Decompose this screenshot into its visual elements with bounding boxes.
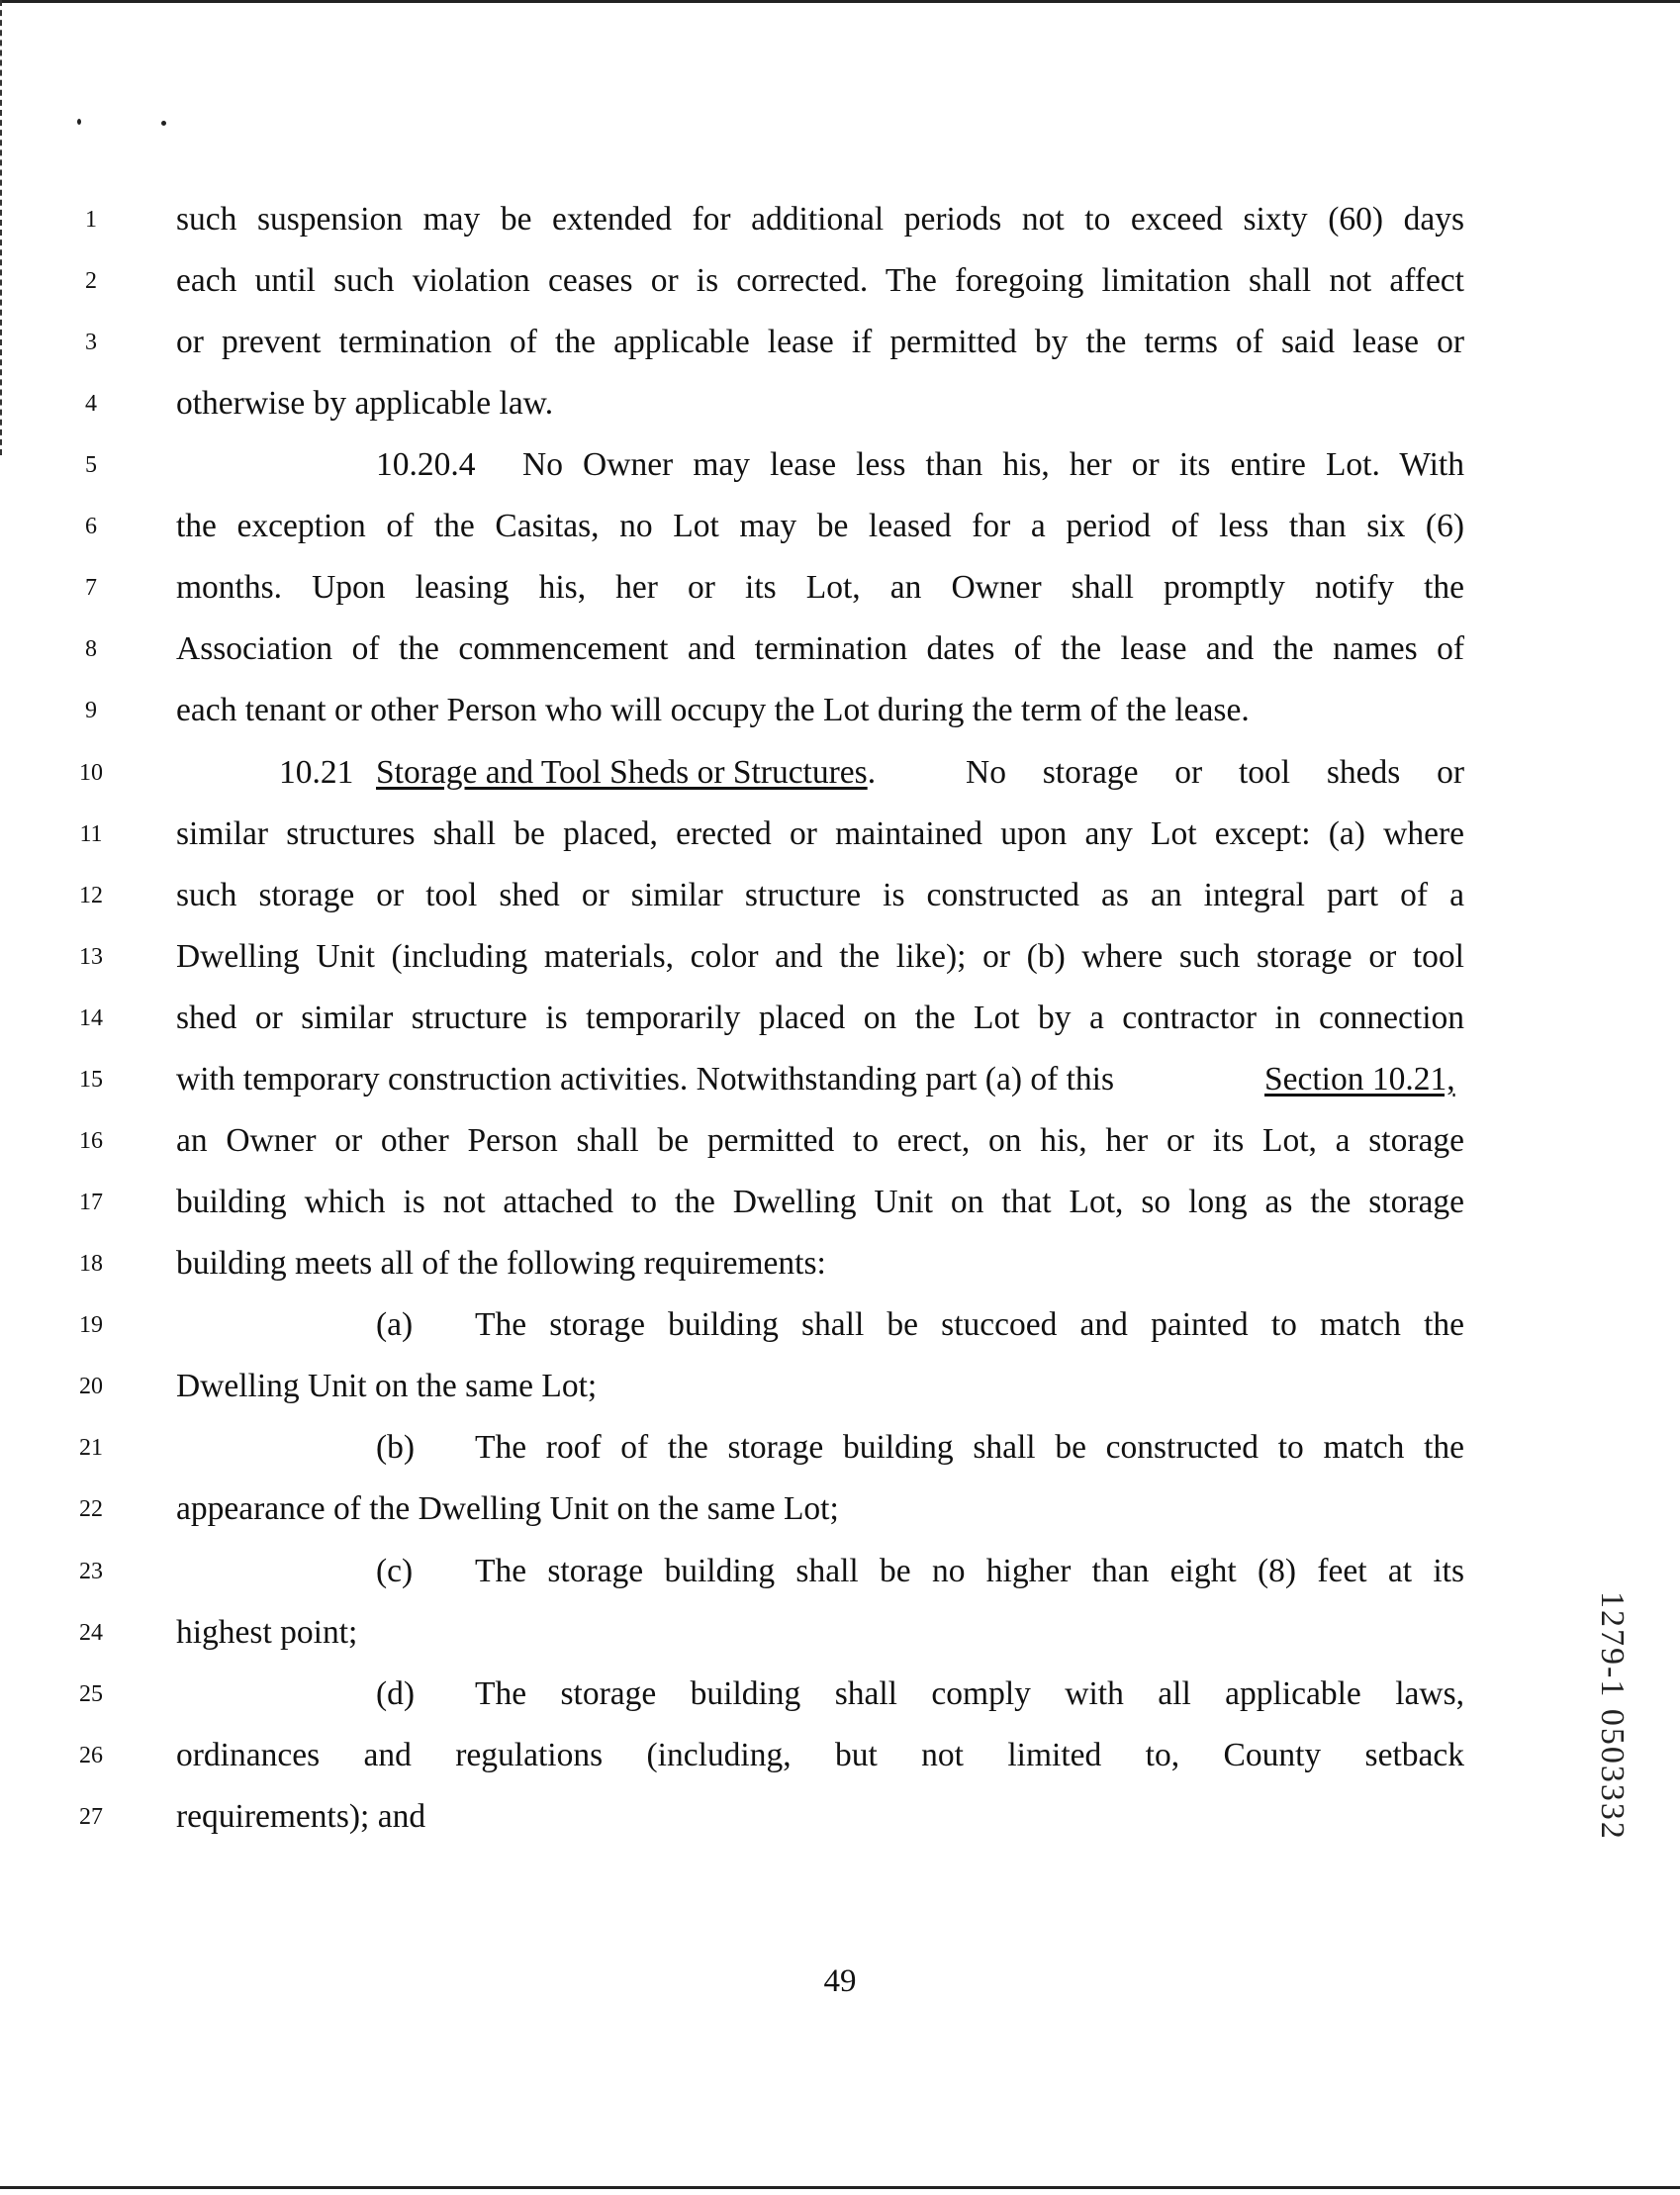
text-line: the exception of the Casitas, no Lot may be leased for a period of less than six (6) xyxy=(176,508,1464,544)
scan-speck xyxy=(161,121,166,126)
text-line: highest point; xyxy=(176,1614,358,1651)
text-line: Dwelling Unit on the same Lot; xyxy=(176,1368,598,1404)
line-number: 17 xyxy=(79,1190,103,1215)
text-line: each until such violation ceases or is corrected. The foregoing limitation shall not affect xyxy=(176,262,1464,299)
section-number: 10.21 xyxy=(279,754,354,791)
text-line: similar structures shall be placed, erected or maintained upon any Lot except: (a) where xyxy=(176,815,1464,852)
line-number: 10 xyxy=(79,760,103,786)
line-number: 8 xyxy=(85,636,97,662)
text-line: The storage building shall comply with all applicable laws, xyxy=(475,1675,1464,1712)
line-number: 4 xyxy=(85,391,97,417)
line-number: 11 xyxy=(79,821,103,847)
text-line: with temporary construction activities. Notwithstanding part (a) of this xyxy=(176,1061,1115,1098)
section-heading-period: . xyxy=(867,754,877,791)
text-line: building meets all of the following requirements: xyxy=(176,1245,826,1282)
line-number: 7 xyxy=(85,575,97,601)
text-line: months. Upon leasing his, her or its Lot, an Owner shall promptly notify the xyxy=(176,569,1464,606)
line-number: 21 xyxy=(79,1435,103,1461)
line-number: 23 xyxy=(79,1559,103,1584)
line-number: 22 xyxy=(79,1496,103,1522)
text-line: The roof of the storage building shall be constructed to match the xyxy=(475,1429,1464,1466)
section-number: 10.20.4 xyxy=(376,446,476,483)
text-line: shed or similar structure is temporarily placed on the Lot by a contractor in connection xyxy=(176,1000,1464,1036)
line-number: 18 xyxy=(79,1251,103,1277)
line-number: 19 xyxy=(79,1312,103,1338)
scan-speck xyxy=(77,119,81,125)
line-number: 15 xyxy=(79,1067,103,1093)
text-line: No Owner may lease less than his, her or its entire Lot. With xyxy=(522,446,1464,483)
text-line: appearance of the Dwelling Unit on the same Lot; xyxy=(176,1490,839,1527)
text-line: requirements); and xyxy=(176,1798,426,1835)
scan-bottom-border xyxy=(0,2186,1680,2189)
section-heading xyxy=(376,753,876,793)
line-number: 1 xyxy=(85,207,97,233)
list-label: (b) xyxy=(376,1429,416,1466)
line-number: 14 xyxy=(79,1005,103,1031)
line-number: 3 xyxy=(85,330,97,355)
text-line: such storage or tool shed or similar structure is constructed as an integral part of a xyxy=(176,877,1464,913)
list-label: (c) xyxy=(376,1553,414,1589)
text-line: or prevent termination of the applicable lease if permitted by the terms of said lease or xyxy=(176,324,1464,360)
scan-left-edge xyxy=(0,0,5,455)
text-line: ordinances and regulations (including, but not limited to, County setback xyxy=(176,1737,1464,1773)
text-line: The storage building shall be stuccoed and painted to match the xyxy=(475,1306,1464,1343)
text-line: such suspension may be extended for additional periods not to exceed sixty (60) days xyxy=(176,201,1464,238)
text-line: Association of the commencement and termination dates of the lease and the names of xyxy=(176,630,1464,667)
line-number: 13 xyxy=(79,944,103,970)
line-number: 27 xyxy=(79,1804,103,1830)
text-line: each tenant or other Person who will occupy the Lot during the term of the lease. xyxy=(176,692,1250,728)
line-number: 9 xyxy=(85,698,97,723)
text-line: No storage or tool sheds or xyxy=(966,754,1464,791)
line-number: 26 xyxy=(79,1743,103,1768)
recording-number: 1279-1 0503332 xyxy=(1594,1591,1631,1841)
text-line: Dwelling Unit (including materials, color and the like); or (b) where such storage or tool xyxy=(176,938,1464,975)
text-line: an Owner or other Person shall be permitted to erect, on his, her or its Lot, a storage xyxy=(176,1122,1464,1159)
list-label: (a) xyxy=(376,1306,414,1343)
text-line: The storage building shall be no higher than eight (8) feet at its xyxy=(475,1553,1464,1589)
text-line: building which is not attached to the Dwelling Unit on that Lot, so long as the storage xyxy=(176,1184,1464,1220)
line-number: 12 xyxy=(79,883,103,908)
line-number: 20 xyxy=(79,1374,103,1399)
line-number: 24 xyxy=(79,1620,103,1646)
line-number: 5 xyxy=(85,452,97,478)
section-reference: Section 10.21, xyxy=(1264,1061,1455,1098)
line-number: 2 xyxy=(85,268,97,294)
scan-top-border xyxy=(0,0,1680,3)
line-number: 16 xyxy=(79,1128,103,1154)
list-label: (d) xyxy=(376,1675,416,1712)
text-line: otherwise by applicable law. xyxy=(176,385,554,422)
line-number: 6 xyxy=(85,514,97,539)
line-number: 25 xyxy=(79,1681,103,1707)
section-heading-text: Storage and Tool Sheds or Structures xyxy=(376,754,868,791)
page-number: 49 xyxy=(823,1963,857,1999)
